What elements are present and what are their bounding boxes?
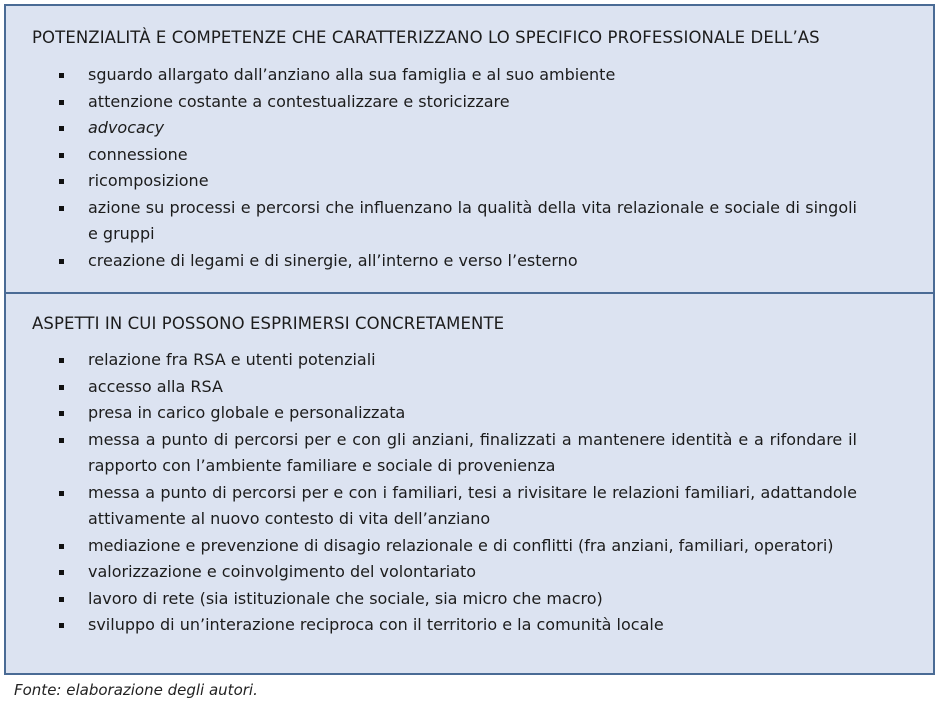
bullet-list <box>56 62 857 274</box>
section-aspetti <box>6 294 933 673</box>
list-item: lavoro di rete (sia istituzionale che sociale, sia micro che macro) <box>56 586 857 613</box>
square-bullet-icon <box>59 491 64 496</box>
square-bullet-icon <box>59 411 64 416</box>
list-item: presa in carico globale e personalizzata <box>56 400 857 427</box>
square-bullet-icon <box>59 623 64 628</box>
list-item: attenzione costante a contestualizzare e storicizzare <box>56 89 857 116</box>
list-item: sguardo allargato dall’anziano alla sua famiglia e al suo ambiente <box>56 62 857 89</box>
square-bullet-icon <box>59 597 64 602</box>
list-item: messa a punto di percorsi per e con i familiari, tesi a rivisitare le relazioni familiari, adattandole attivamente al nuovo contesto di vita dell’anziano <box>56 480 857 533</box>
square-bullet-icon <box>59 73 64 78</box>
list-item: valorizzazione e coinvolgimento del volontariato <box>56 559 857 586</box>
square-bullet-icon <box>59 179 64 184</box>
section-heading: POTENZIALITÀ E COMPETENZE CHE CARATTERIZZANO LO SPECIFICO PROFESSIONALE DELL’AS <box>32 28 820 47</box>
boxed-table <box>4 4 935 675</box>
square-bullet-icon <box>59 438 64 443</box>
list-item: relazione fra RSA e utenti potenziali <box>56 347 857 374</box>
list-item: ricomposizione <box>56 168 857 195</box>
square-bullet-icon <box>59 100 64 105</box>
section-heading: ASPETTI IN CUI POSSONO ESPRIMERSI CONCRETAMENTE <box>32 314 505 333</box>
square-bullet-icon <box>59 126 64 131</box>
section-competenze <box>6 6 933 294</box>
list-item: creazione di legami e di sinergie, all’interno e verso l’esterno <box>56 248 857 275</box>
list-item: mediazione e prevenzione di disagio relazionale e di conflitti (fra anziani, familiari, operatori) <box>56 533 857 560</box>
square-bullet-icon <box>59 259 64 264</box>
list-item: sviluppo di un’interazione reciproca con il territorio e la comunità locale <box>56 612 857 639</box>
square-bullet-icon <box>59 544 64 549</box>
square-bullet-icon <box>59 570 64 575</box>
list-item: messa a punto di percorsi per e con gli anziani, finalizzati a mantenere identità e a rifondare il rapporto con l’ambiente familiare e sociale di provenienza <box>56 427 857 480</box>
square-bullet-icon <box>59 206 64 211</box>
square-bullet-icon <box>59 358 64 363</box>
list-item: connessione <box>56 142 857 169</box>
bullet-list <box>56 347 857 639</box>
list-item: advocacy <box>56 115 857 142</box>
square-bullet-icon <box>59 385 64 390</box>
source-caption: Fonte: elaborazione degli autori. <box>14 681 258 699</box>
list-item: azione su processi e percorsi che influenzano la qualità della vita relazionale e sociale di singoli e gruppi <box>56 195 857 248</box>
square-bullet-icon <box>59 153 64 158</box>
list-item: accesso alla RSA <box>56 374 857 401</box>
